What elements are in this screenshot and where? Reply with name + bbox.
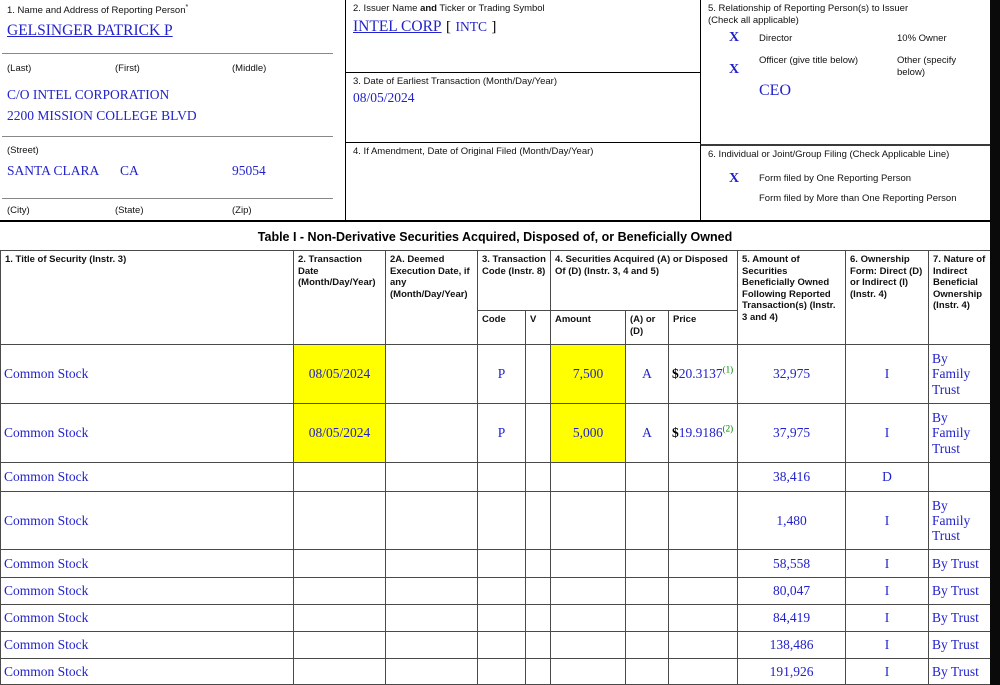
amendment-label: 4. If Amendment, Date of Original Filed (Month/Day/Year) — [353, 146, 594, 157]
nature-of-ownership: By Trust — [929, 550, 991, 578]
amount — [551, 632, 626, 659]
more-persons-label: Form filed by More than One Reporting Person — [759, 193, 957, 204]
price — [669, 345, 738, 404]
transaction-code — [478, 463, 526, 492]
section-relationship — [700, 0, 990, 144]
price-value: 19.9186 — [678, 425, 723, 441]
transaction-date — [294, 605, 386, 632]
transaction-date — [294, 659, 386, 685]
relationship-label-line2: (Check all applicable) — [708, 14, 799, 26]
section-issuer — [345, 0, 700, 73]
header-title-of-security: 1. Title of Security (Instr. 3) — [1, 251, 294, 345]
ownership-form: I — [846, 632, 929, 659]
section-earliest-transaction — [345, 73, 700, 143]
state-value: CA — [120, 163, 139, 178]
table-row — [1, 345, 991, 404]
header-nature-indirect: 7. Nature of Indirect Beneficial Ownership (Instr. 4) — [929, 251, 991, 345]
subheader-a-or-d: (A) or (D) — [626, 311, 669, 345]
zip-value: 95054 — [232, 163, 266, 178]
table-row — [1, 578, 991, 605]
security-title: Common Stock — [1, 345, 294, 404]
security-title: Common Stock — [1, 605, 294, 632]
table-row — [1, 404, 991, 463]
security-title: Common Stock — [1, 632, 294, 659]
price — [669, 550, 738, 578]
issuer-link[interactable]: INTEL CORP — [353, 17, 442, 35]
acquired-disposed — [626, 492, 669, 550]
officer-label: Officer (give title below) — [759, 55, 859, 66]
transaction-code: P — [478, 345, 526, 404]
shares-owned: 80,047 — [738, 578, 846, 605]
v-cell — [526, 632, 551, 659]
officer-title-value: CEO — [759, 82, 791, 99]
acquired-disposed: A — [626, 345, 669, 404]
transaction-date — [294, 632, 386, 659]
security-title: Common Stock — [1, 659, 294, 685]
filing-type-label: 6. Individual or Joint/Group Filing (Check Applicable Line) — [708, 149, 950, 160]
amount — [551, 659, 626, 685]
security-title: Common Stock — [1, 550, 294, 578]
footnote-link[interactable]: (1) — [722, 364, 734, 375]
transaction-date — [294, 463, 386, 492]
subheader-v: V — [526, 311, 551, 345]
divider — [2, 198, 333, 199]
acquired-disposed — [626, 550, 669, 578]
relationship-label — [708, 3, 983, 27]
earliest-transaction-label: 3. Date of Earliest Transaction (Month/Day/Year) — [353, 76, 557, 87]
price — [669, 492, 738, 550]
address-line1: C/O INTEL CORPORATION — [7, 87, 170, 102]
issuer-label-post: Ticker or Trading Symbol — [436, 3, 545, 14]
viewport-edge — [990, 0, 1000, 685]
nature-of-ownership: By Family Trust — [929, 404, 991, 463]
reporting-person-link[interactable]: GELSINGER PATRICK P — [7, 22, 173, 39]
v-cell — [526, 463, 551, 492]
ownership-form: D — [846, 463, 929, 492]
header-securities-acquired: 4. Securities Acquired (A) or Disposed Of (D) (Instr. 3, 4 and 5) — [551, 251, 738, 311]
nature-of-ownership: By Trust — [929, 632, 991, 659]
amount: 7,500 — [551, 345, 626, 404]
currency-sign: $ — [672, 366, 679, 382]
one-person-label: Form filed by One Reporting Person — [759, 173, 912, 184]
transaction-code — [478, 578, 526, 605]
amount — [551, 492, 626, 550]
ownership-form: I — [846, 659, 929, 685]
deemed-date — [386, 659, 478, 685]
shares-owned: 38,416 — [738, 463, 846, 492]
shares-owned: 58,558 — [738, 550, 846, 578]
v-cell — [526, 550, 551, 578]
table-row — [1, 605, 991, 632]
nature-of-ownership: By Trust — [929, 659, 991, 685]
footnote-link[interactable]: (2) — [722, 423, 734, 434]
deemed-date — [386, 632, 478, 659]
transaction-code — [478, 659, 526, 685]
security-title: Common Stock — [1, 463, 294, 492]
shares-owned: 84,419 — [738, 605, 846, 632]
issuer-label-and: and — [420, 3, 437, 14]
ownership-form: I — [846, 550, 929, 578]
price — [669, 463, 738, 492]
transaction-date: 08/05/2024 — [294, 345, 386, 404]
price — [669, 404, 738, 463]
shares-owned: 1,480 — [738, 492, 846, 550]
reporting-person-label — [7, 4, 188, 17]
security-title: Common Stock — [1, 492, 294, 550]
price — [669, 632, 738, 659]
nature-of-ownership: By Family Trust — [929, 345, 991, 404]
ownership-form: I — [846, 345, 929, 404]
earliest-transaction-date: 08/05/2024 — [353, 89, 415, 105]
table-row — [1, 550, 991, 578]
price — [669, 578, 738, 605]
deemed-date — [386, 605, 478, 632]
subheader-amount: Amount — [551, 311, 626, 345]
relationship-label-line1: 5. Relationship of Reporting Person(s) to Issuer — [708, 3, 909, 14]
ownership-form: I — [846, 404, 929, 463]
director-label: Director — [759, 33, 793, 44]
v-cell — [526, 605, 551, 632]
acquired-disposed — [626, 463, 669, 492]
ownership-form: I — [846, 605, 929, 632]
price — [669, 605, 738, 632]
v-cell — [526, 578, 551, 605]
one-person-checkbox-x: X — [729, 171, 740, 186]
ticker-symbol: INTC — [455, 18, 487, 34]
table-row — [1, 492, 991, 550]
table-row — [1, 659, 991, 685]
officer-checkbox-x: X — [729, 62, 740, 77]
table1-non-derivative — [0, 250, 991, 685]
shares-owned: 37,975 — [738, 404, 846, 463]
deemed-date — [386, 492, 478, 550]
address-line2: 2200 MISSION COLLEGE BLVD — [7, 108, 197, 123]
deemed-date — [386, 578, 478, 605]
city-label: (City) — [7, 205, 30, 216]
deemed-date — [386, 345, 478, 404]
city-value: SANTA CLARA — [7, 163, 100, 178]
deemed-date — [386, 550, 478, 578]
zip-label: (Zip) — [232, 205, 252, 216]
transaction-code — [478, 550, 526, 578]
amount: 5,000 — [551, 404, 626, 463]
state-label: (State) — [115, 205, 144, 216]
transaction-date — [294, 492, 386, 550]
amount — [551, 578, 626, 605]
section-reporting-person — [0, 0, 345, 222]
bracket-close: ] — [491, 18, 497, 35]
street-label: (Street) — [7, 145, 39, 156]
transaction-code: P — [478, 404, 526, 463]
issuer-label — [353, 3, 693, 15]
shares-owned: 138,486 — [738, 632, 846, 659]
security-title: Common Stock — [1, 578, 294, 605]
transaction-code — [478, 492, 526, 550]
table-row — [1, 632, 991, 659]
acquired-disposed — [626, 578, 669, 605]
table-row — [1, 463, 991, 492]
middle-label: (Middle) — [232, 63, 267, 74]
transaction-date: 08/05/2024 — [294, 404, 386, 463]
v-cell — [526, 404, 551, 463]
shares-owned: 191,926 — [738, 659, 846, 685]
bracket-open: [ — [446, 18, 452, 35]
acquired-disposed — [626, 632, 669, 659]
last-label: (Last) — [7, 63, 32, 74]
table1-title: Table I - Non-Derivative Securities Acquired, Disposed of, or Beneficially Owned — [257, 230, 733, 244]
v-cell — [526, 492, 551, 550]
header-deemed-execution-date: 2A. Deemed Execution Date, if any (Month/Day/Year) — [386, 251, 478, 345]
header-ownership-form: 6. Ownership Form: Direct (D) or Indirect (I) (Instr. 4) — [846, 251, 929, 345]
amount — [551, 463, 626, 492]
transaction-date — [294, 578, 386, 605]
section-amendment — [345, 143, 700, 222]
header-transaction-code: 3. Transaction Code (Instr. 8) — [478, 251, 551, 311]
ownership-form: I — [846, 578, 929, 605]
divider — [2, 136, 333, 137]
transaction-code — [478, 605, 526, 632]
director-checkbox-x: X — [729, 30, 740, 45]
section-filing-type — [700, 144, 990, 222]
nature-of-ownership: By Trust — [929, 578, 991, 605]
shares-owned: 32,975 — [738, 345, 846, 404]
amount — [551, 550, 626, 578]
ownership-form: I — [846, 492, 929, 550]
asterisk: * — [185, 4, 189, 11]
divider — [2, 53, 333, 54]
divider — [0, 220, 990, 222]
v-cell — [526, 345, 551, 404]
subheader-price: Price — [669, 311, 738, 345]
price — [669, 659, 738, 685]
nature-of-ownership — [929, 463, 991, 492]
security-title: Common Stock — [1, 404, 294, 463]
nature-of-ownership: By Trust — [929, 605, 991, 632]
first-label: (First) — [115, 63, 140, 74]
deemed-date — [386, 463, 478, 492]
amount — [551, 605, 626, 632]
acquired-disposed: A — [626, 404, 669, 463]
currency-sign: $ — [672, 425, 679, 441]
transaction-code — [478, 632, 526, 659]
acquired-disposed — [626, 659, 669, 685]
reporting-person-label-text: 1. Name and Address of Reporting Person — [7, 5, 186, 17]
v-cell — [526, 659, 551, 685]
header-amount-owned: 5. Amount of Securities Beneficially Owned Following Reported Transaction(s) (Instr. 3 and 4) — [738, 251, 846, 345]
price-value: 20.3137 — [678, 366, 723, 382]
header-transaction-date: 2. Transaction Date (Month/Day/Year) — [294, 251, 386, 345]
acquired-disposed — [626, 605, 669, 632]
deemed-date — [386, 404, 478, 463]
issuer-label-pre: 2. Issuer Name — [353, 3, 421, 14]
subheader-code: Code — [478, 311, 526, 345]
ten-percent-owner-label: 10% Owner — [897, 33, 947, 44]
nature-of-ownership: By Family Trust — [929, 492, 991, 550]
other-label: Other (specify below) — [897, 55, 957, 78]
transaction-date — [294, 550, 386, 578]
